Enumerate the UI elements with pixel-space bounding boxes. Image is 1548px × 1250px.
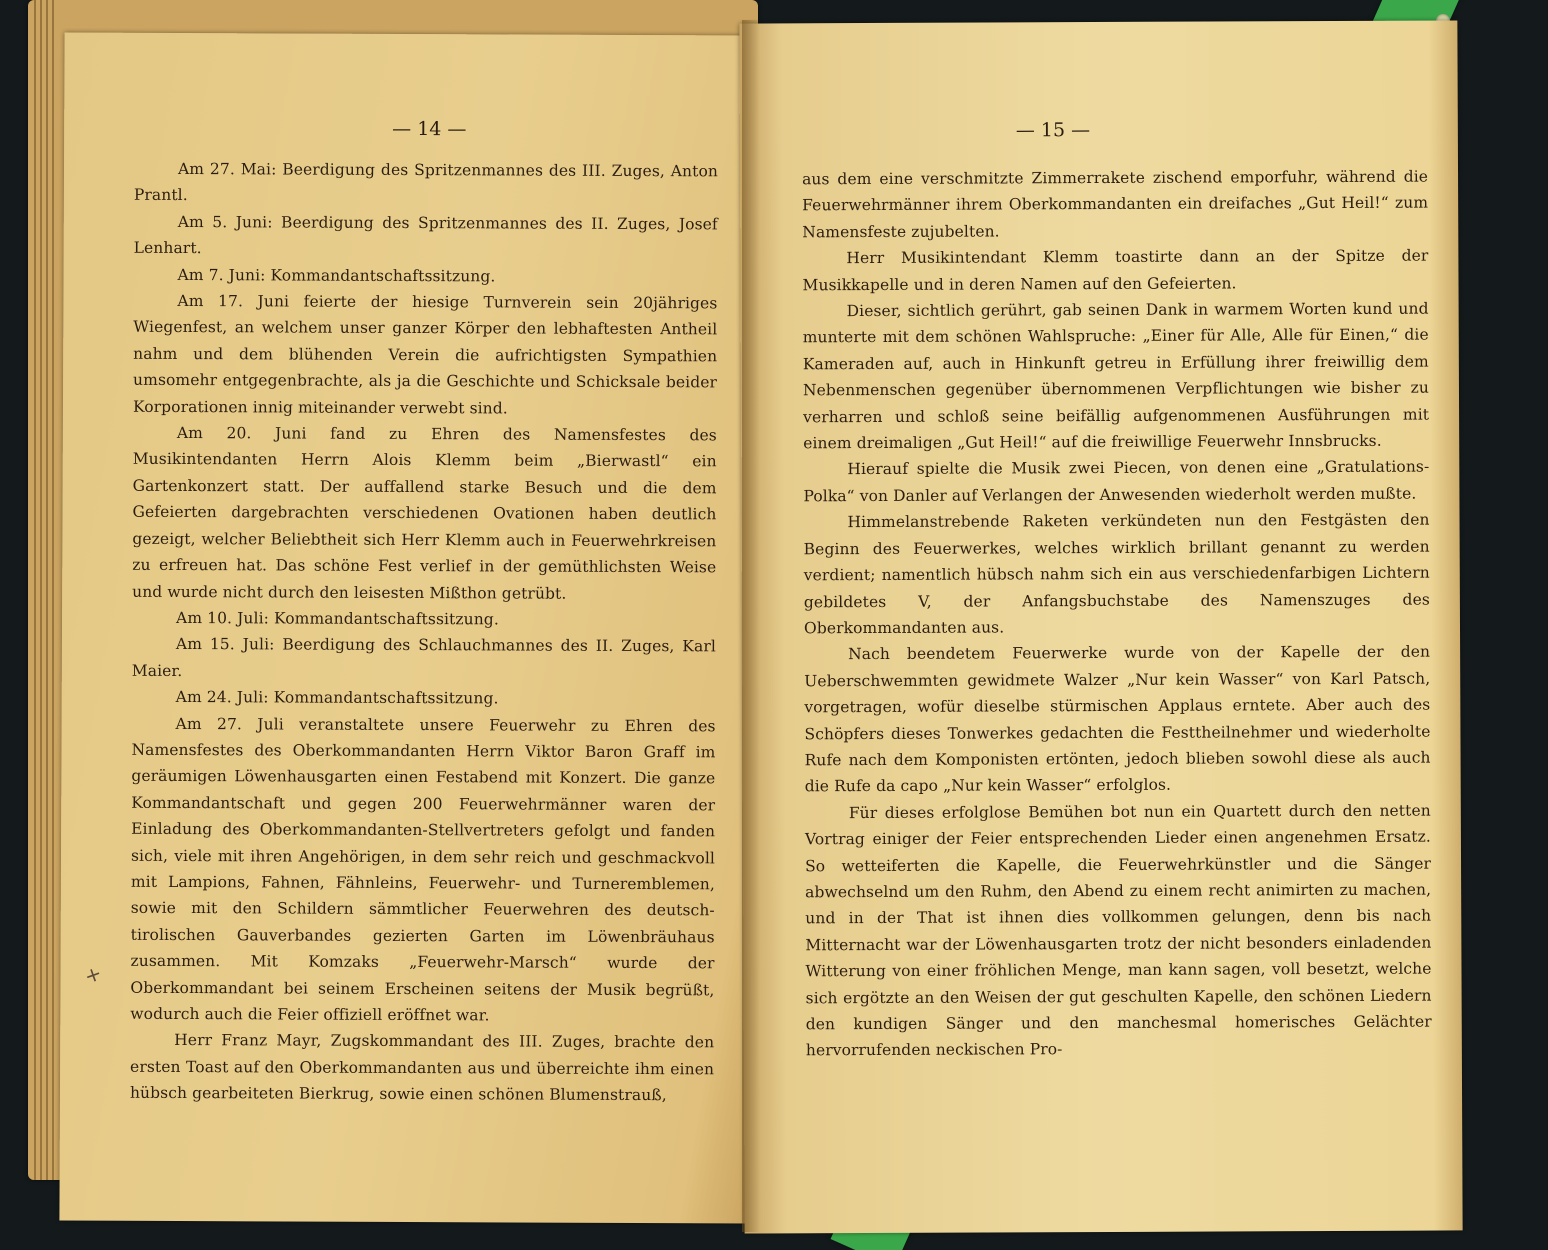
page-edge	[40, 0, 42, 1180]
page-edge	[46, 0, 48, 1180]
page-number: — 15 —	[1015, 119, 1091, 142]
paragraph: Herr Franz Mayr, Zugskommandant des III. Zuges, brachte den ersten Toast auf den Oberkommandanten aus und überreichte ihm einen hübsch gearbeiteten Bierkrug, sowie einen schönen Blumenstrauß,	[129, 1031, 715, 1105]
paragraph: Am 27. Mai: Beerdigung des Spritzenmannes des III. Zuges, Anton Prantl.	[133, 159, 719, 205]
page-number: — 14 —	[392, 117, 467, 141]
book-gutter	[742, 20, 760, 1232]
left-page	[59, 33, 754, 1224]
page-body	[802, 164, 1432, 1065]
paragraph: Für dieses erfolglose Bemühen bot nun ein Quartett durch den netten Vortrag einiger der Feier entsprechenden Lieder einen angenehmen Ersatz. So wetteiferten die Kapelle, die Feuerwehrkünstler und die Sänger abwechselnd um den Ruhm, den Abend zu einem recht animirten zu machen, und in der That ist ihnen dies vollkommen gelungen, denn bis nach Mitternacht war der Löwenhausgarten trotz der nicht besonders einladenden Witterung von einer fröhlichen Menge, man kann sagen, voll besetzt, welche sich ergötzte an den Weisen der gut geschulten Kapelle, den schönen Liedern den kundigen Sänger und den manchesmal homerisches Gelächter hervorrufenden neckischen Pro-	[804, 801, 1432, 1060]
paragraph: Am 20. Juni fand zu Ehren des Namensfestes des Musikintendanten Herrn Alois Klemm beim „Bierwastl“ ein Gartenkonzert statt. Der auffallend starke Besuch und die dem Gefeierten dargebrachten verschiedenen Ovationen haben deutlich gezeigt, welcher Beliebtheit sich Herr Klemm auch in Feuerwehrkreisen zu erfreuen hat. Das schöne Fest verlief in der gemüthlichsten Weise und wurde nicht durch den leisesten Mißthon getrübt.	[132, 424, 717, 603]
paragraph: Am 15. Juli: Beerdigung des Schlauchmannes des II. Zuges, Karl Maier.	[131, 635, 716, 680]
page-edge	[34, 0, 36, 1180]
paragraph: Nach beendetem Feuerwerke wurde von der Kapelle der den Ueberschwemmten gewidmete Walzer „Nur kein Wasser“ von Karl Patsch, vorgetragen, wofür dieselbe stürmischen Applaus erntete. Aber auch des Schöpfers dieses Tonwerkes gedachten die Festtheilnehmer und wiederholte Rufe nach dem Komponisten ertönten, jedoch blieben sowohl diese als auch die Rufe da capo „Nur kein Wasser“ erfolglos.	[804, 642, 1431, 796]
page-body	[130, 156, 718, 1109]
paragraph: aus dem eine verschmitzte Zimmerrakete zischend emporfuhr, während die Feuerwehrmänner ihrem Oberkommandanten ein dreifaches „Gut Heil!“ zum Namensfeste zujubelten.	[802, 167, 1429, 242]
paragraph: Am 10. Juli: Kommandantschaftssitzung.	[176, 608, 499, 629]
paragraph: Hierauf spielte die Musik zwei Piecen, von denen eine „Gratulations-Polka“ von Danler auf Verlangen der Anwesenden wiederholt werden mußte.	[803, 458, 1430, 506]
page-edge	[52, 0, 54, 1180]
edge-shadow	[1500, 0, 1548, 1250]
paragraph: Am 5. Juni: Beerdigung des Spritzenmannes des II. Zuges, Josef Lenhart.	[133, 212, 718, 258]
right-page	[739, 20, 1462, 1233]
paragraph: Am 17. Juni feierte der hiesige Turnverein sein 20jähriges Wiegenfest, an welchem unser ganzer Körper den lebhaftesten Antheil nahm und dem blühenden Verein die aufrichtigsten Sympathien umsomehr entgegenbrachte, als ja die Geschichte und Schicksale beider Korporationen innig miteinander verwebt sind.	[132, 292, 718, 418]
paragraph: Am 7. Juni: Kommandantschaftssitzung.	[177, 265, 496, 286]
paragraph: Dieser, sichtlich gerührt, gab seinen Dank in warmem Worten kund und munterte mit dem schönen Wahlspruche: „Einer für Alle, Alle für Einen,“ die Kameraden auf, auch in Hinkunft getreu in Erfüllung ihrer freiwillig dem Nebenmenschen gegenüber übernommenen Verpflichtungen wie bisher zu verharren und schloß seine beifällig aufgenommenen Ausführungen mit einem dreimaligen „Gut Heil!“ auf die freiwillige Feuerwehr Innsbrucks.	[802, 299, 1430, 453]
paragraph: Am 24. Juli: Kommandantschaftssitzung.	[175, 688, 499, 708]
paragraph: Am 27. Juli veranstaltete unsere Feuerwehr zu Ehren des Namensfestes des Oberkommandanten Herrn Viktor Baron Graff im geräumigen Löwenhausgarten einen Festabend mit Konzert. Die ganze Kommandantschaft und gegen 200 Feuerwehrmänner waren der Einladung des Oberkommandanten-Stellvertreters gefolgt und fanden sich, viele mit ihren Angehörigen, in dem sehr reich und geschmackvoll mit Lampions, Fahnen, Fähnleins, Feuerwehr- und Turneremblemen, sowie mit den Schildern sämmtlicher Feuerwehren des deutsch-tirolischen Gauverbandes gezierten Garten im Löwenbräuhaus zusammen. Mit Komzaks „Feuerwehr-Marsch“ wurde der Oberkommandant bei seinem Erscheinen seitens der Musik begrüßt, wodurch auch die Feier offiziell eröffnet war.	[130, 714, 716, 1025]
paragraph: Himmelanstrebende Raketen verkündeten nun den Festgästen den Beginn des Feuerwerkes, welches wirklich brillant genannt zu werden verdient; namentlich hübsch nahm sich ein aus verschiedenfarbigen Lichtern gebildetes V, der Anfangsbuchstabe des Namenszuges des Oberkommandanten aus.	[803, 510, 1430, 638]
pencil-mark: +	[80, 960, 105, 989]
paragraph: Herr Musikintendant Klemm toastirte dann an der Spitze der Musikkapelle und in deren Namen auf den Gefeierten.	[802, 246, 1429, 294]
